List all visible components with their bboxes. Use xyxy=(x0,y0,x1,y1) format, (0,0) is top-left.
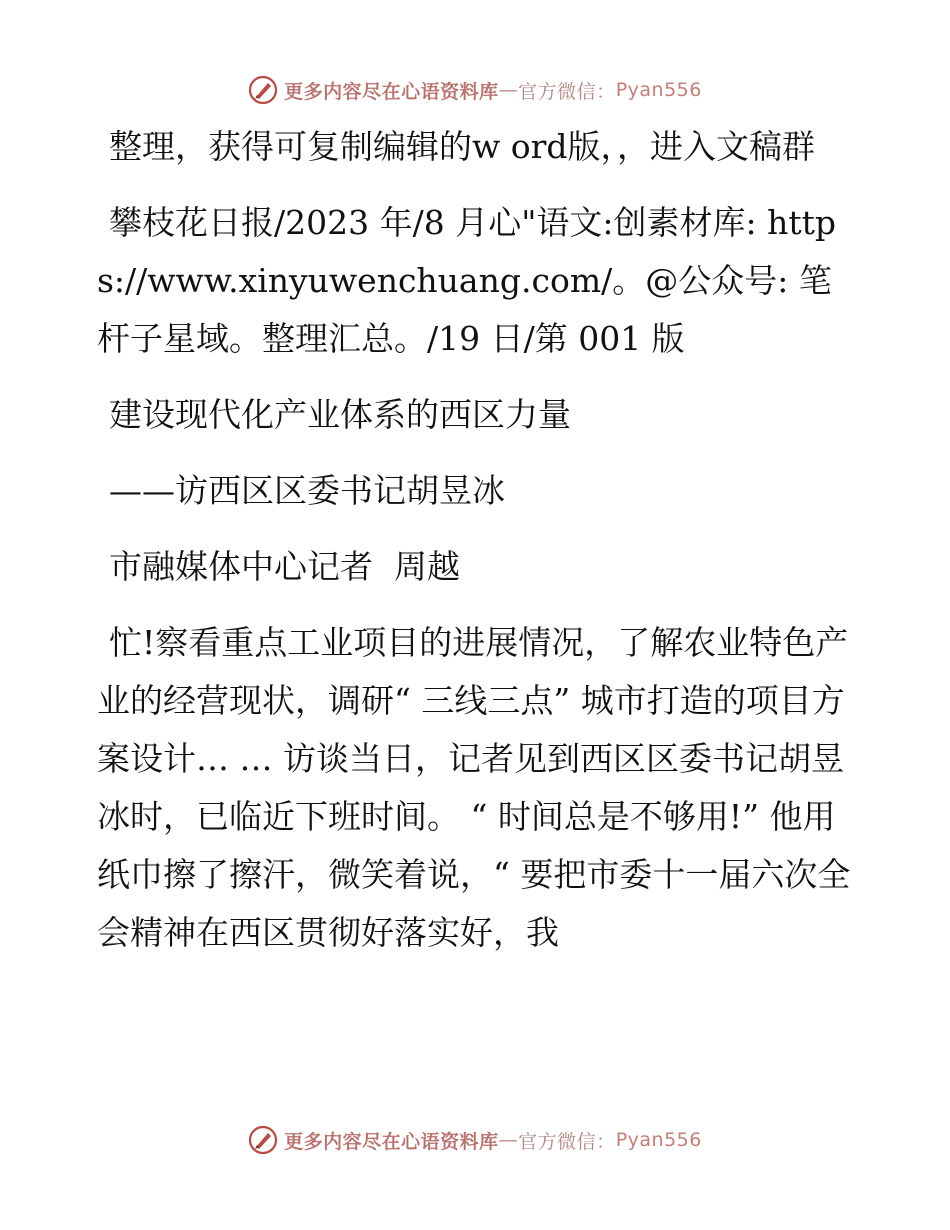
banner-main-text: 更多内容尽在心语资料库 xyxy=(284,1130,499,1153)
paragraph-body: 忙!察看重点工业项目的进展情况，了解农业特色产业的经营现状，调研“ 三线三点” 城市打造的项目方案设计… … 访谈当日，记者见到西区区委书记胡昱冰时，已临近下班时间。 “ 时间总是不够用!” 他用纸巾擦了擦汗，微笑着说，“ 要把市委十一届六次全会精神在西区贯彻好落实好，我 xyxy=(97,623,851,952)
banner-wechat-label: 官方微信： xyxy=(518,80,616,103)
banner-separator: — xyxy=(498,79,519,101)
article-byline: 市融媒体中心记者 周越 xyxy=(109,547,460,586)
article-title: 建设现代化产业体系的西区力量 xyxy=(109,395,571,434)
writing-logo-icon xyxy=(248,1125,278,1155)
paragraph-source: 攀枝花日报/2023 年/8 月心"语文:创素材库: https://www.xinyuwenchuang.com/。@公众号: 笔杆子星域。整理汇总。/19 日/第 001 版 xyxy=(97,203,836,358)
footer-banner xyxy=(0,1120,950,1160)
article-subtitle: ——访西区区委书记胡昱冰 xyxy=(109,471,505,510)
banner-main-text: 更多内容尽在心语资料库 xyxy=(284,80,499,103)
banner-separator: — xyxy=(498,1129,519,1151)
banner-wechat-id: Pyan556 xyxy=(615,1129,702,1151)
header-banner xyxy=(0,70,950,110)
banner-wechat-id: Pyan556 xyxy=(615,79,702,101)
banner-wechat-label: 官方微信： xyxy=(518,1130,616,1153)
paragraph-notice: 整理，获得可复制编辑的w ord版，，进入文稿群 xyxy=(109,127,816,166)
writing-logo-icon xyxy=(248,75,278,105)
document-body xyxy=(97,118,857,980)
